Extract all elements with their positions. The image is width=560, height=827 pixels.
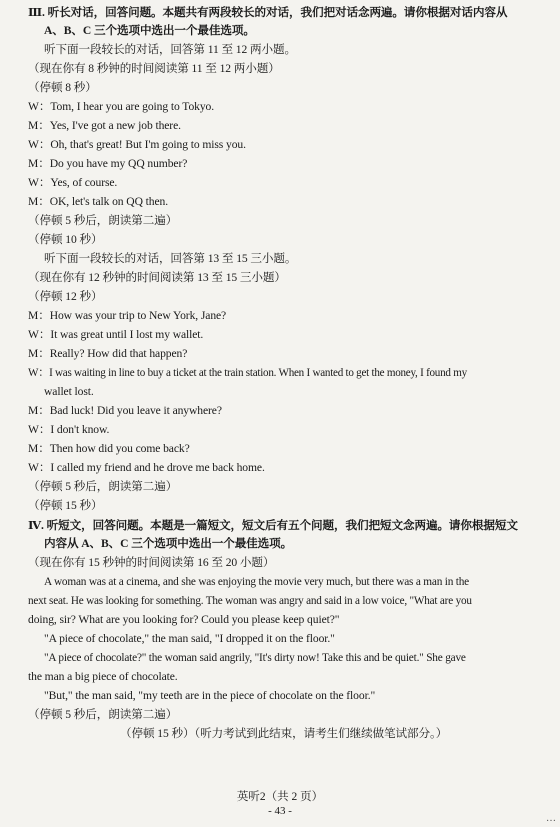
dialogue-line: W：I called my friend and he drove me back home. <box>28 461 265 474</box>
corner-mark: … <box>546 813 556 824</box>
dialogue-line: M：Then how did you come back? <box>28 442 190 455</box>
end-note: （停顿 15 秒）（听力考试到此结束，请考生们继续做笔试部分。） <box>120 727 448 740</box>
section-4-heading: Ⅳ. 听短文，回答问题。本题是一篇短文，短文后有五个问题，我们把短文念两遍。请你根据短文 <box>28 519 518 532</box>
dialogue-line: M：Do you have my QQ number? <box>28 157 188 170</box>
pause-line: （停顿 5 秒后，朗读第二遍） <box>28 708 178 721</box>
passage-line: "But," the man said, "my teeth are in the piece of chocolate on the floor." <box>44 689 376 702</box>
dialogue-line: M：Really? How did that happen? <box>28 347 188 360</box>
section-3-heading: Ⅲ. 听长对话，回答问题。本题共有两段较长的对话，我们把对话念两遍。请你根据对话内容从 <box>28 6 508 19</box>
instruction-line: 听下面一段较长的对话，回答第 11 至 12 两小题。 <box>44 43 296 56</box>
instruction-line: （现在你有 15 秒钟的时间阅读第 16 至 20 小题） <box>28 556 275 569</box>
instruction-line: （现在你有 8 秒钟的时间阅读第 11 至 12 两小题） <box>28 62 280 75</box>
dialogue-line: M：Bad luck! Did you leave it anywhere? <box>28 404 222 417</box>
passage-line: doing, sir? What are you looking for? Could you please keep quiet?" <box>28 613 340 626</box>
pause-line: （停顿 10 秒） <box>28 233 103 246</box>
pause-line: （停顿 15 秒） <box>28 499 103 512</box>
dialogue-line: M：OK, let's talk on QQ then. <box>28 195 169 208</box>
dialogue-line: W：I don't know. <box>28 423 110 436</box>
page-footer: 英听2（共 2 页） <box>236 791 324 803</box>
dialogue-line: W：It was great until I lost my wallet. <box>28 328 204 341</box>
passage-line: next seat. He was looking for something. The woman was angry and said in a low voice, "What are you <box>28 595 472 607</box>
dialogue-line: M：How was your trip to New York, Jane? <box>28 309 227 322</box>
passage-line: "A piece of chocolate?" the woman said angrily, "It's dirty now! Take this and be quiet." She gave <box>44 652 466 664</box>
pause-line: （停顿 5 秒后，朗读第二遍） <box>28 214 178 227</box>
dialogue-line: W：Oh, that's great! But I'm going to miss you. <box>28 138 246 151</box>
section-3-heading-cont: A、B、C 三个选项中选出一个最佳选项。 <box>44 24 255 37</box>
pause-line: （停顿 8 秒） <box>28 81 97 94</box>
section-4-heading-cont: 内容从 A、B、C 三个选项中选出一个最佳选项。 <box>44 537 293 550</box>
dialogue-line-cont: wallet lost. <box>44 385 94 398</box>
dialogue-line: W：Yes, of course. <box>28 176 118 189</box>
dialogue-line: M：Yes, I've got a new job there. <box>28 119 181 132</box>
passage-line: the man a big piece of chocolate. <box>28 670 178 683</box>
passage-line: A woman was at a cinema, and she was enjoying the movie very much, but there was a man in the <box>44 576 469 588</box>
dialogue-line: W：I was waiting in line to buy a ticket at the train station. When I wanted to get the money, I found my <box>28 367 467 379</box>
pause-line: （停顿 5 秒后，朗读第二遍） <box>28 480 178 493</box>
passage-line: "A piece of chocolate," the man said, "I dropped it on the floor." <box>44 632 335 645</box>
page-number: - 43 - <box>268 805 292 817</box>
dialogue-line: W：Tom, I hear you are going to Tokyo. <box>28 100 215 113</box>
instruction-line: （现在你有 12 秒钟的时间阅读第 13 至 15 三小题） <box>28 271 286 284</box>
instruction-line: 听下面一段较长的对话，回答第 13 至 15 三小题。 <box>44 252 297 265</box>
pause-line: （停顿 12 秒） <box>28 290 103 303</box>
